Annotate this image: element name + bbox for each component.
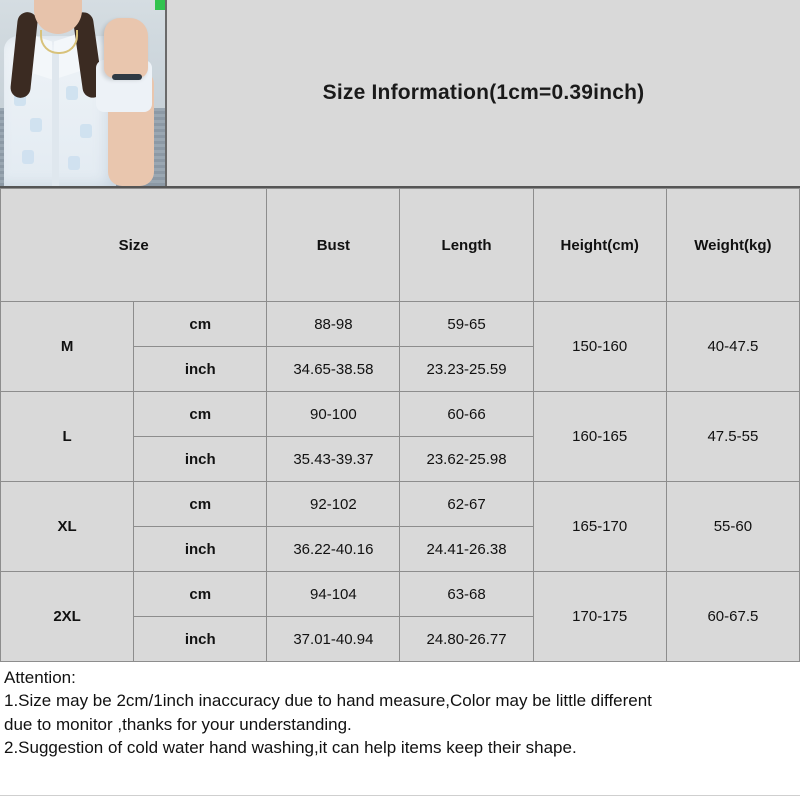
- bust-cm: 94-104: [267, 572, 400, 617]
- photo-wristband: [112, 74, 142, 80]
- weight-value: 47.5-55: [666, 392, 799, 482]
- attention-line-1: 1.Size may be 2cm/1inch inaccuracy due to hand measure,Color may be little different: [4, 691, 652, 711]
- photo-print-motif: [68, 156, 80, 170]
- header-weight: Weight(kg): [666, 189, 799, 302]
- photo-print-motif: [66, 86, 78, 100]
- length-cm: 62-67: [400, 482, 533, 527]
- length-inch: 23.62-25.98: [400, 437, 533, 482]
- length-inch: 24.80-26.77: [400, 617, 533, 662]
- photo-print-motif: [80, 124, 92, 138]
- table-row: [1, 482, 800, 527]
- photo-hand: [104, 18, 148, 78]
- attention-heading: Attention:: [4, 668, 76, 687]
- table-row: [1, 392, 800, 437]
- attention-line-3: 2.Suggestion of cold water hand washing,it can help items keep their shape.: [4, 738, 577, 758]
- length-cm: 59-65: [400, 302, 533, 347]
- height-value: 165-170: [533, 482, 666, 572]
- bust-cm: 88-98: [267, 302, 400, 347]
- length-cm: 60-66: [400, 392, 533, 437]
- attention-block: [0, 662, 800, 760]
- header-height: Height(cm): [533, 189, 666, 302]
- bust-inch: 35.43-39.37: [267, 437, 400, 482]
- page-title: Size Information(1cm=0.39inch): [322, 81, 645, 104]
- height-value: 160-165: [533, 392, 666, 482]
- height-value: 170-175: [533, 572, 666, 662]
- row-size-label: M: [1, 302, 134, 392]
- product-photo: [0, 0, 167, 186]
- photo-print-motif: [30, 118, 42, 132]
- unit-inch: inch: [134, 437, 267, 482]
- bottom-edge: [0, 795, 800, 800]
- weight-value: 55-60: [666, 482, 799, 572]
- size-table: [0, 188, 800, 662]
- row-size-label: L: [1, 392, 134, 482]
- height-value: 150-160: [533, 302, 666, 392]
- bust-cm: 90-100: [267, 392, 400, 437]
- bust-cm: 92-102: [267, 482, 400, 527]
- bust-inch: 37.01-40.94: [267, 617, 400, 662]
- unit-inch: inch: [134, 617, 267, 662]
- table-row: [1, 302, 800, 347]
- weight-value: 60-67.5: [666, 572, 799, 662]
- table-header-row: [1, 189, 800, 302]
- unit-inch: inch: [134, 527, 267, 572]
- unit-inch: inch: [134, 347, 267, 392]
- header-length: Length: [400, 189, 533, 302]
- header-bust: Bust: [267, 189, 400, 302]
- length-inch: 24.41-26.38: [400, 527, 533, 572]
- row-size-label: XL: [1, 482, 134, 572]
- row-size-label: 2XL: [1, 572, 134, 662]
- header-band: [0, 0, 800, 188]
- unit-cm: cm: [134, 302, 267, 347]
- length-cm: 63-68: [400, 572, 533, 617]
- green-marker-icon: [155, 0, 165, 10]
- header-size: Size: [1, 189, 267, 302]
- photo-print-motif: [22, 150, 34, 164]
- bust-inch: 36.22-40.16: [267, 527, 400, 572]
- title-area: [167, 0, 800, 186]
- length-inch: 23.23-25.59: [400, 347, 533, 392]
- unit-cm: cm: [134, 572, 267, 617]
- unit-cm: cm: [134, 482, 267, 527]
- attention-line-2: due to monitor ,thanks for your understanding.: [4, 714, 352, 734]
- photo-button-placket: [52, 52, 59, 186]
- weight-value: 40-47.5: [666, 302, 799, 392]
- unit-cm: cm: [134, 392, 267, 437]
- table-row: [1, 572, 800, 617]
- bust-inch: 34.65-38.58: [267, 347, 400, 392]
